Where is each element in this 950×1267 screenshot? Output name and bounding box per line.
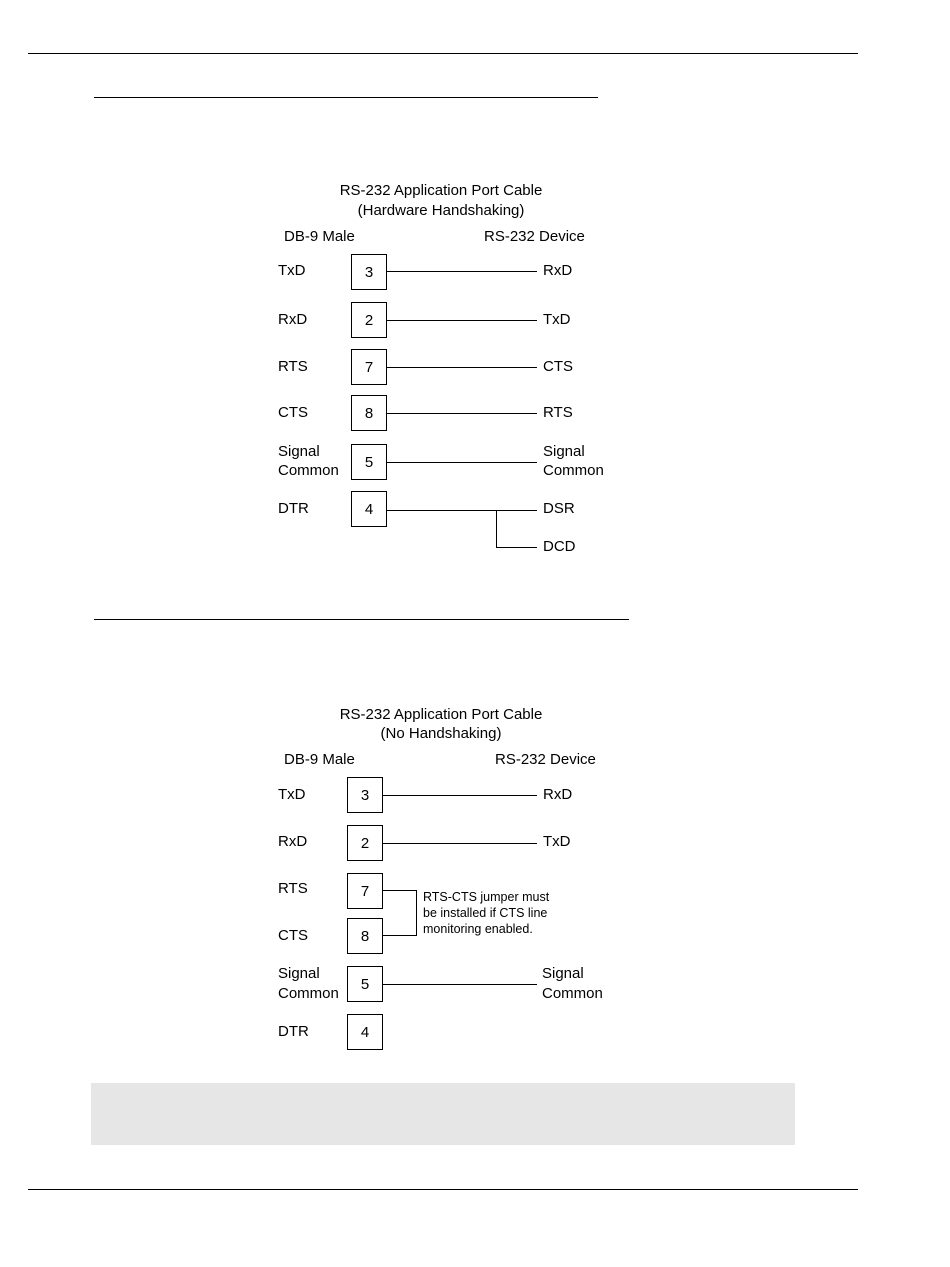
signal-label-left: TxD <box>278 786 306 803</box>
signal-label-left: RxD <box>278 833 308 850</box>
pin-box: 7 <box>351 349 387 385</box>
branch-wire-vertical <box>496 510 497 548</box>
note-box <box>91 1083 795 1145</box>
signal-label-left-line2: Common <box>278 462 339 479</box>
signal-label-right-branch: DCD <box>543 538 576 555</box>
pin-box: 8 <box>347 918 383 954</box>
signal-label-right: TxD <box>543 311 571 328</box>
signal-label-left: DTR <box>278 500 309 517</box>
jumper-note-line1: RTS-CTS jumper must <box>423 890 550 904</box>
signal-label-left: RTS <box>278 880 308 897</box>
wire <box>387 510 537 511</box>
signal-label-left-line1: Signal <box>278 965 320 982</box>
pin-box: 3 <box>351 254 387 290</box>
wire <box>383 843 537 844</box>
signal-label-left: RxD <box>278 311 308 328</box>
pin-box: 4 <box>351 491 387 527</box>
pin-box: 4 <box>347 1014 383 1050</box>
signal-label-left-line1: Signal <box>278 443 320 460</box>
wire <box>383 795 537 796</box>
pin-box: 5 <box>347 966 383 1002</box>
left-header: DB-9 Male <box>284 228 355 245</box>
signal-label-right: RTS <box>543 404 573 421</box>
signal-label-left: DTR <box>278 1023 309 1040</box>
section-rule-2 <box>94 619 629 620</box>
signal-label-left: RTS <box>278 358 308 375</box>
pin-box: 2 <box>351 302 387 338</box>
right-header: RS-232 Device <box>484 228 585 245</box>
signal-label-right-line1: Signal <box>542 965 584 982</box>
signal-label-right-line2: Common <box>543 462 604 479</box>
pin-box: 2 <box>347 825 383 861</box>
diagram-title: RS-232 Application Port Cable <box>339 182 543 199</box>
signal-label-left-line2: Common <box>278 985 339 1002</box>
pin-box: 8 <box>351 395 387 431</box>
signal-label-right: RxD <box>543 262 573 279</box>
signal-label-right: TxD <box>543 833 571 850</box>
right-header: RS-232 Device <box>495 751 596 768</box>
pin-box: 7 <box>347 873 383 909</box>
wire <box>387 462 537 463</box>
diagram-subtitle: (No Handshaking) <box>380 725 502 742</box>
jumper-wire-bottom <box>383 935 417 936</box>
wire <box>387 320 537 321</box>
signal-label-left: TxD <box>278 262 306 279</box>
diagram-title: RS-232 Application Port Cable <box>339 706 543 723</box>
wire <box>383 984 537 985</box>
section-rule-1 <box>94 97 598 98</box>
signal-label-right-line2: Common <box>542 985 603 1002</box>
jumper-wire-top <box>383 890 417 891</box>
header-rule <box>28 53 858 54</box>
left-header: DB-9 Male <box>284 751 355 768</box>
signal-label-left: CTS <box>278 927 308 944</box>
jumper-note-line2: be installed if CTS line <box>423 906 548 920</box>
wire <box>387 271 537 272</box>
footer-rule <box>28 1189 858 1190</box>
jumper-wire-vertical <box>416 890 417 936</box>
diagram-subtitle: (Hardware Handshaking) <box>357 202 525 219</box>
pin-box: 5 <box>351 444 387 480</box>
signal-label-right: DSR <box>543 500 575 517</box>
wire <box>387 367 537 368</box>
signal-label-left: CTS <box>278 404 308 421</box>
wire <box>387 413 537 414</box>
signal-label-right: RxD <box>543 786 573 803</box>
pin-box: 3 <box>347 777 383 813</box>
jumper-note-line3: monitoring enabled. <box>423 922 533 936</box>
signal-label-right: CTS <box>543 358 573 375</box>
signal-label-right-line1: Signal <box>543 443 585 460</box>
branch-wire-horizontal <box>496 547 537 548</box>
